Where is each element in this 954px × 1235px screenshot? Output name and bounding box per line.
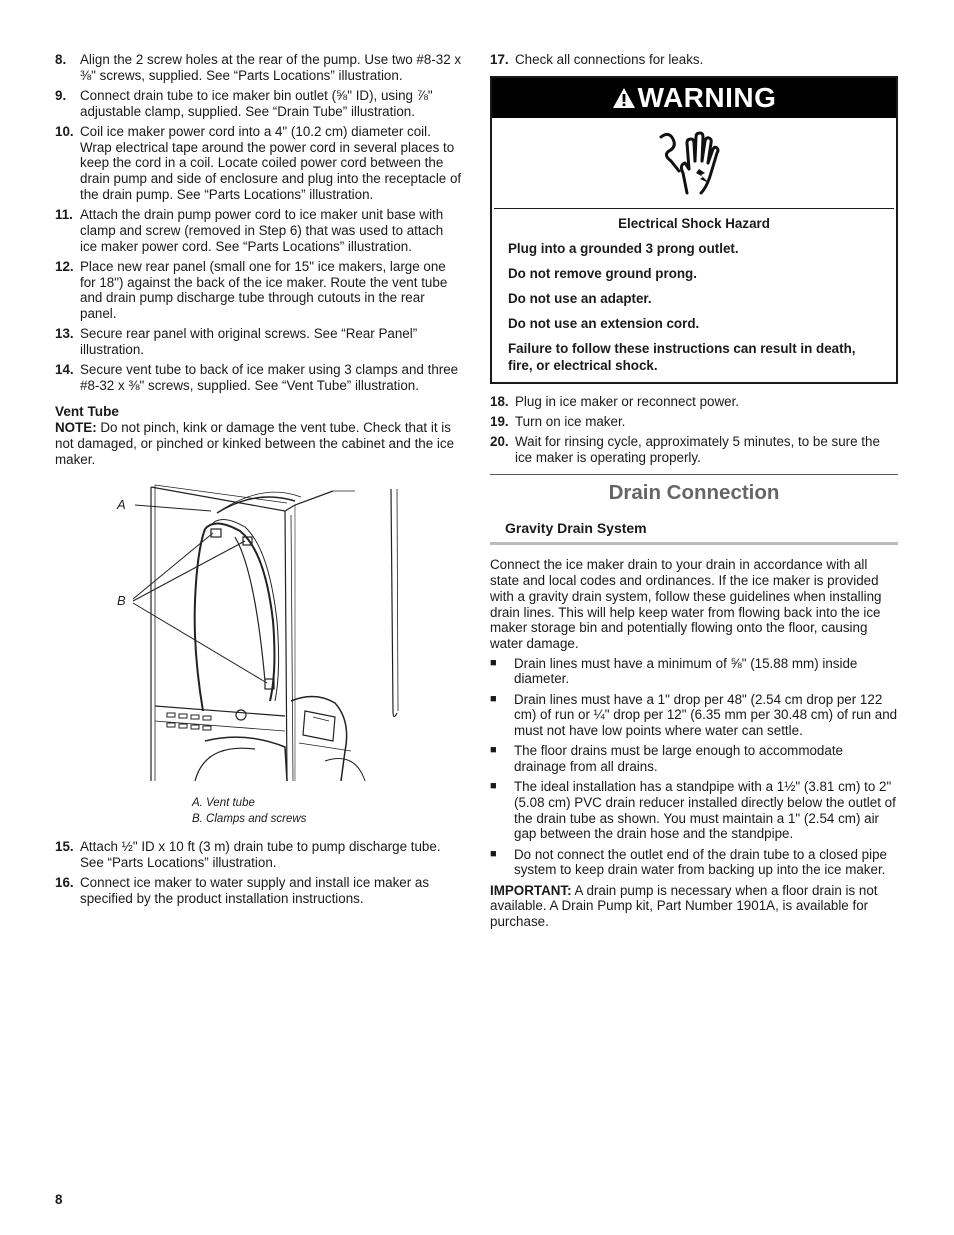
- step-13: [55, 326, 463, 357]
- warning-title: WARNING: [637, 81, 777, 113]
- step-text: Attach the drain pump power cord to ice maker unit base with clamp and screw (removed in Step 6) that was used to attach ice maker power cord. See “Parts Locations” illustration.: [80, 207, 444, 254]
- step-8: [55, 52, 463, 83]
- label-b: B: [117, 593, 126, 609]
- step-number: 17.: [490, 52, 509, 67]
- vent-tube-heading: Vent Tube: [55, 403, 119, 419]
- step-17: [490, 52, 898, 68]
- important-text: A drain pump is necessary when a floor drain is not available. A Drain Pump kit, Part Number 1901A, is available for purchase.: [490, 882, 878, 930]
- step-number: 9.: [55, 88, 67, 103]
- step-number: 12.: [55, 258, 74, 274]
- warning-text: [492, 209, 896, 382]
- caption-a: A. Vent tube: [192, 797, 255, 810]
- step-10: [55, 124, 463, 203]
- step-number: 11.: [55, 207, 73, 223]
- important-label: IMPORTANT:: [490, 882, 572, 898]
- step-19: [490, 414, 898, 430]
- step-18: [490, 394, 898, 410]
- list-item: [490, 779, 898, 842]
- step-9: [55, 88, 463, 119]
- vent-tube-note: [55, 420, 463, 467]
- step-number: 18.: [490, 393, 509, 409]
- important-note: [490, 883, 898, 930]
- step-number: 19.: [490, 414, 509, 429]
- bullet-marker: ■: [490, 692, 497, 705]
- page-number: 8: [55, 1192, 63, 1207]
- right-column: [490, 52, 898, 934]
- left-steps-after: [55, 839, 463, 906]
- step-11: [55, 207, 463, 254]
- list-item-text: The ideal installation has a standpipe with a 1½" (3.81 cm) to 2" (5.08 cm) PVC drain reducer installed directly below the outlet of the drain tube as shown. You must maintain a 1" (2.54 cm) air gap between the drain hose and the standpipe.: [514, 779, 896, 842]
- list-item: [490, 692, 898, 739]
- bullet-marker: ■: [490, 847, 497, 860]
- step-number: 20.: [490, 434, 509, 450]
- subsection-title: Gravity Drain System: [490, 513, 898, 546]
- step-text: Place new rear panel (small one for 15" ice makers, large one for 18") against the back of the ice maker. Route the vent tube and drain pump discharge tube through cutouts in the rear panel.: [80, 258, 448, 321]
- bullet-marker: ■: [490, 744, 497, 757]
- step-text: Plug in ice maker or reconnect power.: [515, 393, 740, 409]
- electric-shock-hand-icon: [659, 129, 729, 197]
- shock-hazard-area: [494, 118, 894, 209]
- hazard-title: Electrical Shock Hazard: [618, 215, 770, 231]
- step-text: Secure rear panel with original screws. See “Rear Panel” illustration.: [80, 326, 418, 357]
- warning-line: Do not remove ground prong.: [508, 265, 697, 281]
- warning-line: Do not use an adapter.: [508, 290, 652, 306]
- step-16: [55, 875, 463, 906]
- step-text: Secure vent tube to back of ice maker using 3 clamps and three #8-32 x ⅜" screws, supplied. See “Vent Tube” illustration.: [80, 362, 459, 393]
- section-divider: [490, 474, 898, 475]
- list-item: [490, 847, 898, 878]
- step-12: [55, 259, 463, 322]
- left-column: [55, 52, 463, 911]
- step-number: 16.: [55, 875, 74, 891]
- note-label: NOTE:: [55, 420, 97, 436]
- step-number: 10.: [55, 124, 74, 139]
- list-item-text: The floor drains must be large enough to accommodate drainage from all drains.: [514, 743, 843, 775]
- warning-box: [490, 76, 898, 384]
- step-text: Turn on ice maker.: [515, 414, 626, 429]
- warning-line: Failure to follow these instructions can result in death, fire, or electrical shock.: [508, 340, 856, 373]
- warning-header: [492, 78, 896, 118]
- list-item-text: Drain lines must have a 1" drop per 48" (2.54 cm drop per 122 cm) of run or ¼" drop per 12" (6.35 mm per 30.48 cm) of run and must not have low points where water can settle.: [514, 691, 898, 739]
- step-14: [55, 362, 463, 393]
- warning-line: Do not use an extension cord.: [508, 315, 700, 331]
- vent-tube-drawing: [55, 481, 463, 791]
- step-20: [490, 434, 898, 465]
- step-text: Wait for rinsing cycle, approximately 5 minutes, to be sure the ice maker is operating properly.: [515, 434, 880, 465]
- step-text: Connect ice maker to water supply and install ice maker as specified by the product installation instructions.: [80, 875, 430, 907]
- intro-paragraph: Connect the ice maker drain to your drain in accordance with all state and local codes and ordinances. If the ice maker is provided with a gravity drain system, follow these guidelines when installing drain lines. This will help keep water from flowing back into the ice maker storage bin and potentially flowing onto the floor, causing water damage.: [490, 557, 882, 651]
- warning-triangle-icon: [612, 87, 636, 109]
- step-number: 15.: [55, 839, 74, 855]
- step-number: 13.: [55, 326, 74, 342]
- list-item-text: Drain lines must have a minimum of ⅝" (15.88 mm) inside diameter.: [514, 655, 858, 687]
- step-15: [55, 839, 463, 870]
- section-title: Drain Connection: [608, 480, 780, 504]
- step-number: 8.: [55, 52, 67, 67]
- label-a: A: [117, 497, 126, 513]
- list-item: [490, 656, 898, 687]
- warning-line: Plug into a grounded 3 prong outlet.: [508, 240, 739, 256]
- step-text: Align the 2 screw holes at the rear of the pump. Use two #8-32 x ⅜" screws, supplied. See “Parts Locations” illustration.: [80, 52, 462, 83]
- step-text: Attach ½" ID x 10 ft (3 m) drain tube to pump discharge tube. See “Parts Locations” illustration.: [80, 839, 441, 871]
- vent-tube-illustration: [55, 481, 463, 811]
- note-text: Do not pinch, kink or damage the vent tube. Check that it is not damaged, or pinched or kinked between the cabinet and the ice maker.: [55, 420, 455, 467]
- caption-b: B. Clamps and screws: [192, 813, 307, 826]
- step-number: 14.: [55, 362, 74, 378]
- list-item-text: Do not connect the outlet end of the drain tube to a closed pipe system to keep drain water from backing up into the ice maker.: [514, 846, 887, 878]
- step-text: Connect drain tube to ice maker bin outlet (⅝" ID), using ⅞" adjustable clamp, supplied. See “Drain Tube” illustration.: [80, 88, 433, 119]
- list-item: [490, 743, 898, 774]
- bullet-marker: ■: [490, 780, 497, 793]
- bullet-marker: ■: [490, 656, 497, 669]
- step-text: Check all connections for leaks.: [515, 52, 704, 67]
- step-text: Coil ice maker power cord into a 4" (10.2 cm) diameter coil. Wrap electrical tape around the power cord in several places to keep the cord in a coil. Locate coiled power cord between the drain pump and side of enclosure and plug into the receptacle of the drain pump. See “Parts Locations” illustration.: [80, 124, 462, 202]
